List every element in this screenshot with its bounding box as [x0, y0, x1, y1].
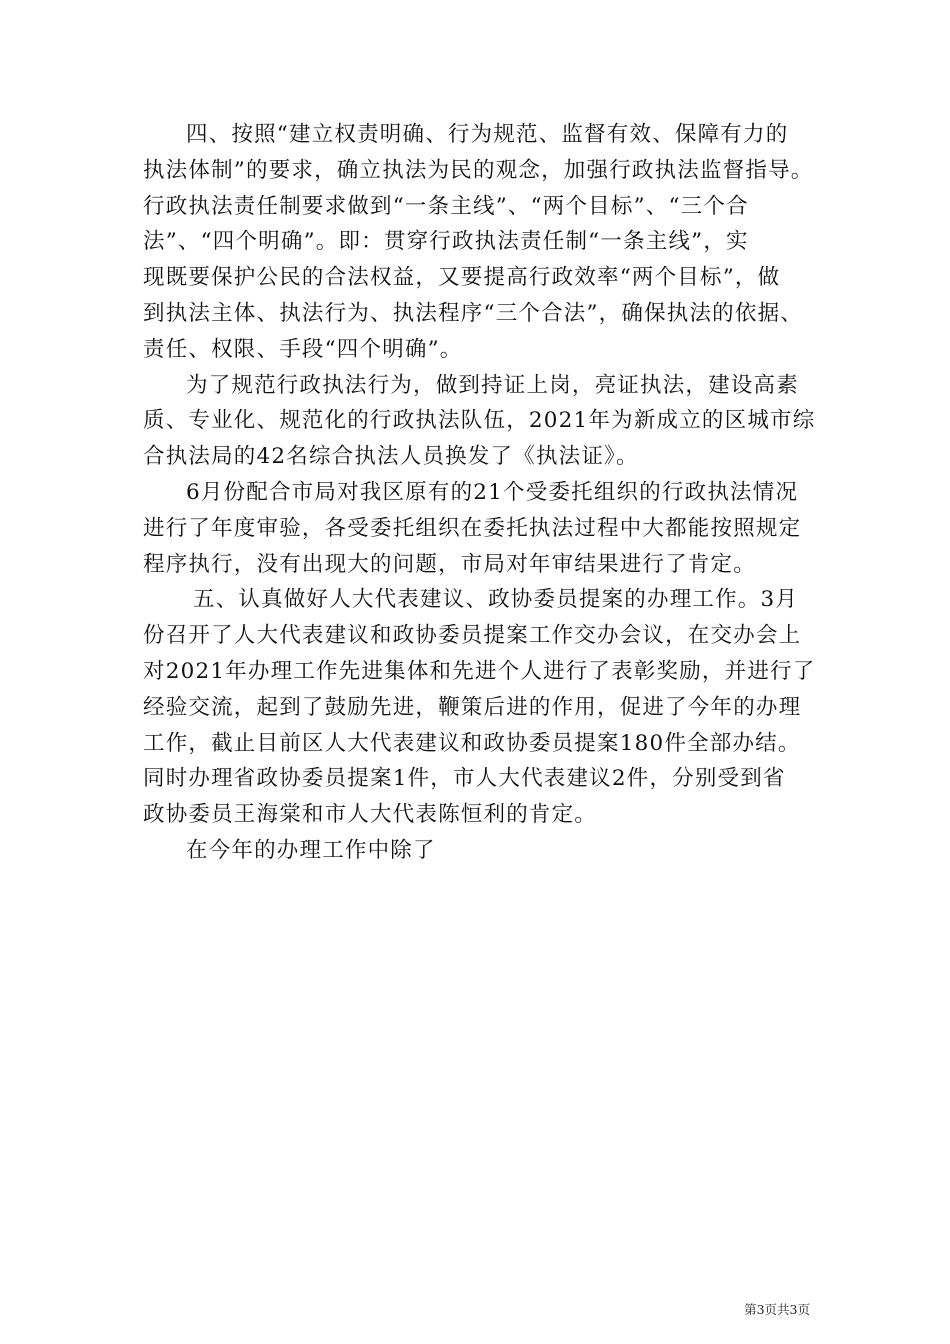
text-line: 法”、“四个明确”。即：贯穿行政执法责任制“一条主线”，实	[143, 229, 749, 255]
text-line: 经验交流，起到了鼓励先进，鞭策后进的作用，促进了今年的办理	[143, 694, 802, 720]
paragraph-2	[143, 368, 816, 475]
document-body	[143, 117, 816, 869]
text-line: 责任、权限、手段“四个明确”。	[143, 336, 463, 362]
text-line: 在今年的办理工作中除了	[186, 837, 436, 863]
paragraph-1	[143, 117, 814, 368]
text-line: 工作，截止目前区人大代表建议和政协委员提案180件全部办结。	[143, 730, 801, 756]
text-line: 合执法局的42名综合执法人员换发了《执法证》。	[143, 444, 639, 470]
text-line: 执法体制”的要求，确立执法为民的观念，加强行政执法监督指导。	[143, 157, 814, 183]
text-line: 现既要保护公民的合法权益，又要提高行政效率“两个目标”，做	[143, 265, 781, 291]
text-line: 到执法主体、执法行为、执法程序“三个合法”，确保执法的依据、	[143, 300, 803, 326]
text-line: 6月份配合市局对我区原有的21个受委托组织的行政执法情况	[186, 479, 799, 505]
text-line: 为了规范行政执法行为，做到持证上岗，亮证执法，建设高素	[186, 372, 799, 398]
text-line: 程序执行，没有出现大的问题，市局对年审结果进行了肯定。	[143, 551, 756, 577]
text-line: 份召开了人大代表建议和政协委员提案工作交办会议，在交办会上	[143, 623, 802, 649]
paragraph-4	[143, 582, 816, 833]
paragraph-3	[143, 475, 807, 582]
text-line: 进行了年度审验，各受委托组织在委托执法过程中大都能按照规定	[143, 515, 802, 541]
text-line: 政协委员王海棠和市人大代表陈恒利的肯定。	[143, 802, 598, 828]
text-line: 质、专业化、规范化的行政执法队伍，2021年为新成立的区城市综	[143, 408, 816, 434]
page-number: 第3页共3页	[744, 1302, 810, 1317]
text-line: 同时办理省政协委员提案1件，市人大代表建议2件，分别受到省	[143, 766, 786, 792]
text-line: 对2021年办理工作先进集体和先进个人进行了表彰奖励，并进行了	[143, 658, 816, 684]
text-line: 五、认真做好人大代表建议、政协委员提案的办理工作。3月	[193, 587, 799, 613]
paragraph-5	[143, 833, 807, 869]
text-line: 四、按照“建立权责明确、行为规范、监督有效、保障有力的	[186, 122, 789, 147]
text-line: 行政执法责任制要求做到“一条主线”、“两个目标”、“三个合	[143, 193, 749, 219]
